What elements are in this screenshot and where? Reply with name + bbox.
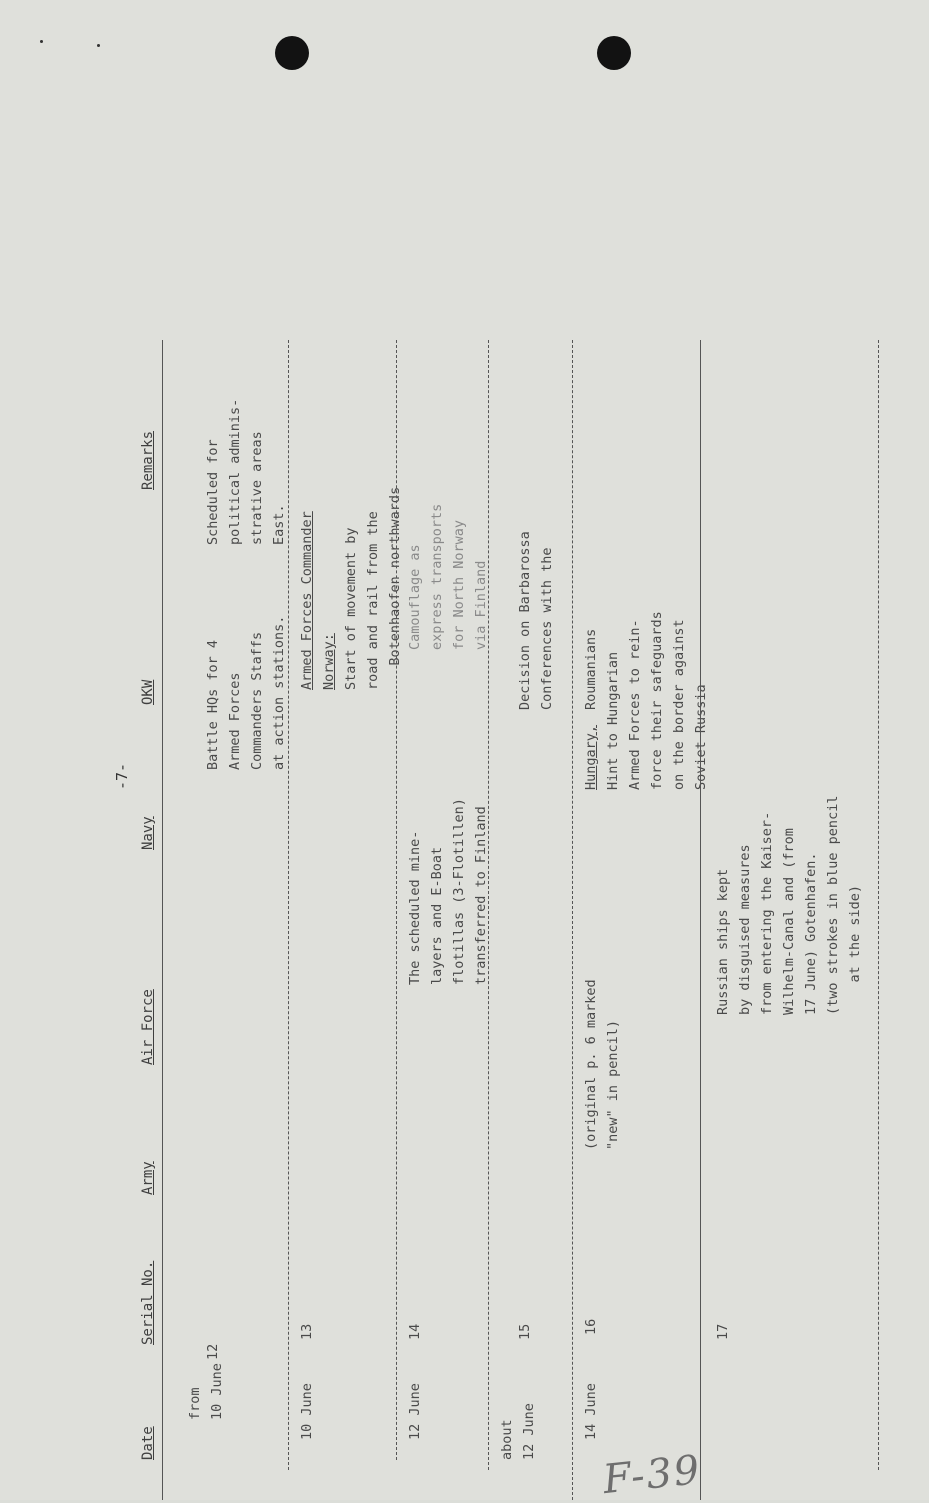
row-14-date: 12 June <box>407 1383 423 1440</box>
row-17-navy: Russian ships kept by disguised measures from entering the Kaiser- Wilhelm-Canal and (from 17 June) Gotenhafen. (two strokes in blue pencil at the side) <box>715 795 863 1015</box>
header-okw: OKW <box>140 679 156 705</box>
row-divider <box>878 340 879 1470</box>
row-12-okw: Battle HQs for 4 Armed Forces Commanders Staffs at action stations. <box>205 615 287 770</box>
row-16-serial: 16 <box>583 1318 599 1335</box>
row-14-serial: 14 <box>407 1323 423 1340</box>
row-15-date: about 12 June <box>499 1403 537 1460</box>
row-13-serial: 13 <box>299 1323 315 1340</box>
row-divider <box>700 340 701 1500</box>
row-13-okw-subheading: Norway: <box>321 633 337 690</box>
row-divider <box>396 340 397 1460</box>
header-serial: Serial No. <box>140 1260 156 1345</box>
row-14-navy: The scheduled mine- layers and E-Boat flotillas (3-Flotillen) transferred to Finland <box>407 798 489 985</box>
header-air-force: Air Force <box>140 989 156 1065</box>
row-12-date: from 10 June <box>187 1363 225 1420</box>
header-date: Date <box>140 1426 156 1460</box>
row-divider <box>288 340 289 1470</box>
header-army: Army <box>140 1161 156 1195</box>
row-16-air-force: (original p. 6 marked "new" in pencil) <box>583 979 621 1150</box>
row-13-okw-heading: Armed Forces Commander <box>299 511 315 690</box>
header-rule <box>162 340 163 1500</box>
row-14-remarks: Camouflage as express transports for North Norway via Finland <box>407 503 489 650</box>
row-16-date: 14 June <box>583 1383 599 1440</box>
row-16-okw-heading: Hungary, <box>583 724 599 790</box>
row-15-okw: Decision on Barbarossa Conferences with the Roumanians <box>517 531 599 710</box>
page-number: -7- <box>113 762 131 790</box>
header-navy: Navy <box>140 816 156 850</box>
row-15-serial: 15 <box>517 1323 533 1340</box>
row-17-serial: 17 <box>715 1323 731 1340</box>
header-remarks: Remarks <box>140 430 156 490</box>
row-13-okw: Start of movement by road and rail from the Botenhaofen northwards <box>343 486 403 690</box>
row-divider <box>572 340 573 1500</box>
handwritten-note: F-39 <box>600 1446 704 1503</box>
row-13-date: 10 June <box>299 1383 315 1440</box>
row-12-serial: 12 <box>205 1343 221 1360</box>
row-divider <box>488 340 489 1470</box>
row-16-okw: Hint to Hungarian Armed Forces to rein- force their safeguards on the border against Soviet Russia <box>605 611 709 790</box>
row-12-remarks: Scheduled for political adminis- strative areas East. <box>205 398 287 545</box>
